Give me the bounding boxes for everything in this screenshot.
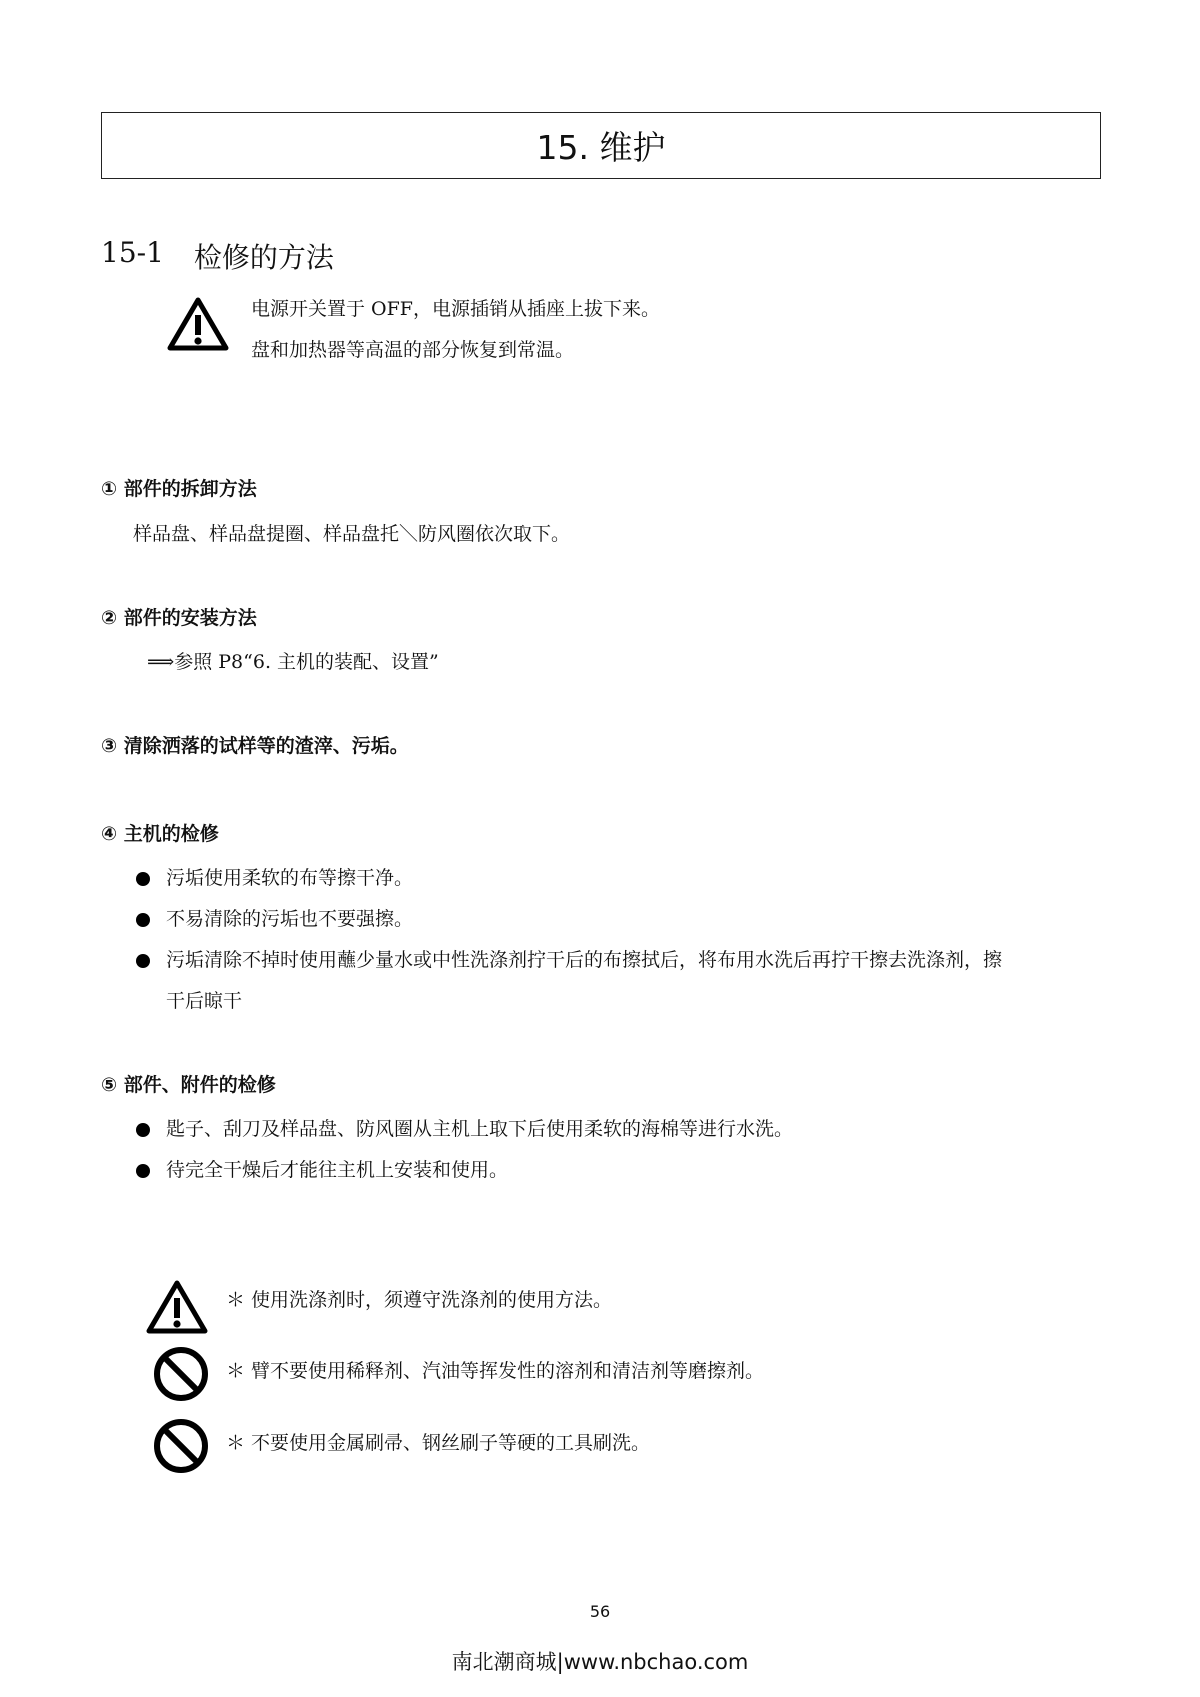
section-number: 15-1 — [101, 236, 164, 269]
list-item — [136, 949, 1002, 972]
item-2-heading: ② 部件的安装方法 — [101, 607, 257, 629]
footer-site: 南北潮商城|www.nbchao.com — [451, 1650, 749, 1674]
bullet-icon — [136, 1123, 150, 1137]
item-5-heading: ⑤ 部件、附件的检修 — [101, 1074, 276, 1096]
bullet-icon — [136, 913, 150, 927]
list-item-text: 匙子、刮刀及样品盘、防风圈从主机上取下后使用柔软的海棉等进行水洗。 — [166, 1118, 794, 1140]
warning-line-2: 盘和加热器等高温的部分恢复到常温。 — [251, 339, 575, 361]
warning-line-1: 电源开关置于 OFF，电源插销从插座上拔下来。 — [251, 298, 660, 320]
section-heading — [101, 236, 334, 276]
list-item — [136, 908, 413, 931]
list-item-continuation: 干后晾干 — [166, 990, 243, 1012]
list-item-text: 污垢使用柔软的布等擦干净。 — [166, 867, 414, 889]
note-1-text: ＊ 使用洗涤剂时，须遵守洗涤剂的使用方法。 — [226, 1289, 613, 1311]
list-item-text: 污垢清除不掉时使用蘸少量水或中性洗涤剂拧干后的布擦拭后，将布用水洗后再拧干擦去洗涤剂，擦 — [166, 949, 1003, 971]
note-3-text: ＊ 不要使用金属刷帚、钢丝刷子等硬的工具刷洗。 — [226, 1432, 651, 1454]
item-1-heading: ① 部件的拆卸方法 — [101, 478, 257, 500]
item-4-heading: ④ 主机的检修 — [101, 823, 219, 845]
bullet-icon — [136, 872, 150, 886]
item-1-text: 样品盘、样品盘提圈、样品盘托＼防风圈依次取下。 — [133, 523, 571, 545]
warning-triangle-icon — [166, 295, 230, 353]
item-3-heading: ③ 清除洒落的试样等的渣滓、污垢。 — [101, 735, 409, 757]
list-item — [136, 1118, 793, 1141]
list-item-text: 待完全干燥后才能往主机上安装和使用。 — [166, 1159, 509, 1181]
warning-triangle-icon — [145, 1278, 209, 1336]
bullet-icon — [136, 954, 150, 968]
list-item — [136, 867, 413, 890]
list-item-text: 不易清除的污垢也不要强擦。 — [166, 908, 414, 930]
bullet-icon — [136, 1164, 150, 1178]
prohibit-icon — [153, 1418, 209, 1474]
note-2-text: ＊ 臂不要使用稀释剂、汽油等挥发性的溶剂和清洁剂等磨擦剂。 — [226, 1360, 765, 1382]
section-title: 检修的方法 — [193, 241, 334, 274]
list-item — [136, 1159, 508, 1182]
prohibit-icon — [153, 1346, 209, 1402]
page-number: 56 — [589, 1602, 611, 1621]
page-title: 15. 维护 — [101, 112, 1101, 179]
item-2-text: ⟹参照 P8“6. 主机的装配、设置” — [147, 651, 439, 673]
